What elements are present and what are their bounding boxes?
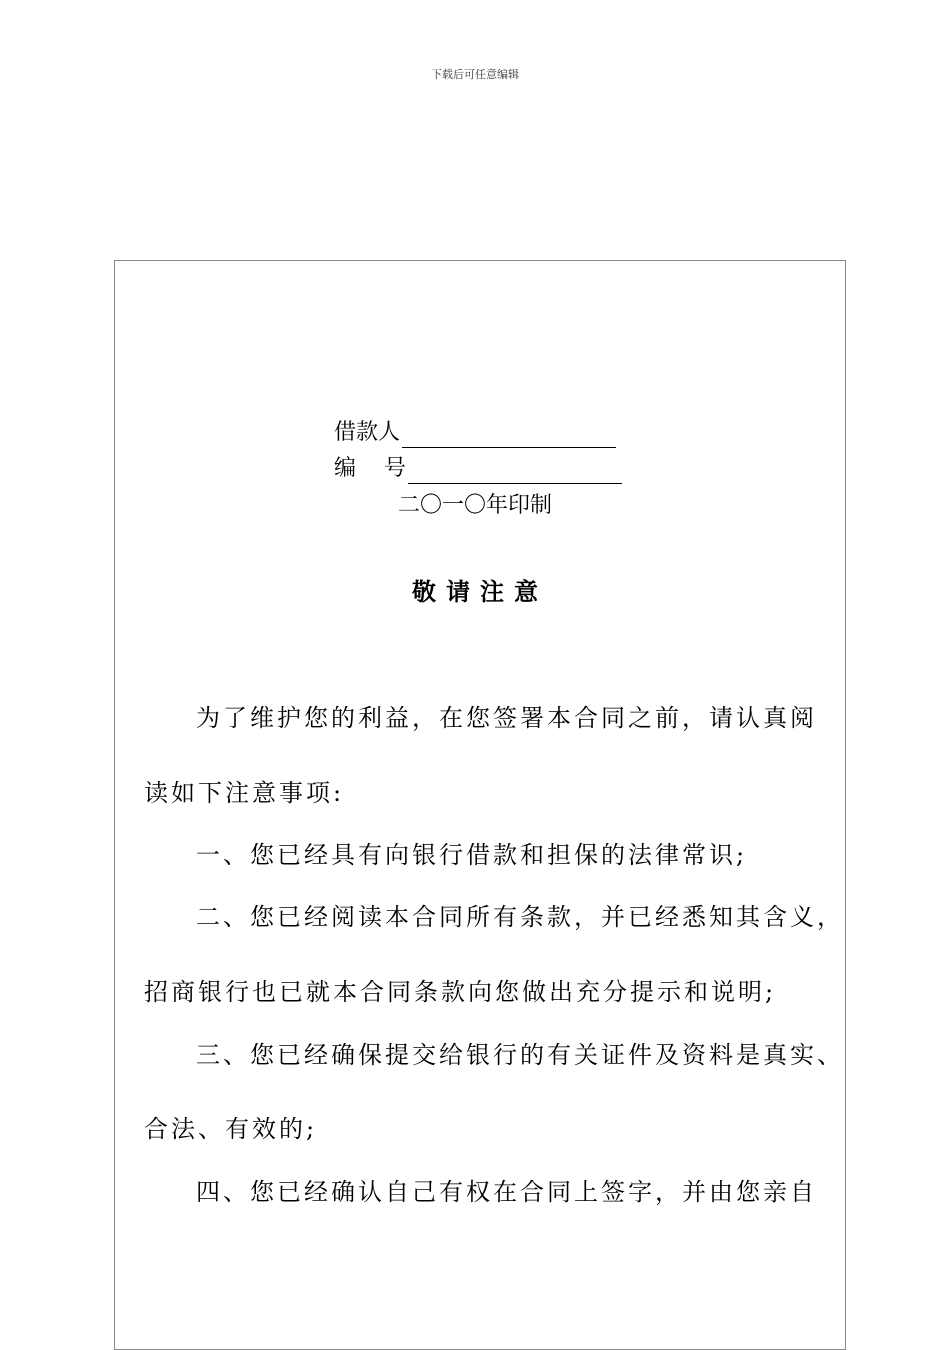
notice-line-4: 二、您已经阅读本合同所有条款，并已经悉知其含义， bbox=[196, 903, 844, 931]
notice-line-3: 一、您已经具有向银行借款和担保的法律常识; bbox=[196, 841, 748, 869]
notice-line-2: 读如下注意事项: bbox=[144, 779, 345, 807]
notice-line-6: 三、您已经确保提交给银行的有关证件及资料是真实、 bbox=[196, 1041, 844, 1069]
notice-line-5: 招商银行也已就本合同条款向您做出充分提示和说明; bbox=[144, 978, 777, 1006]
print-year: 二〇一〇年印制 bbox=[397, 493, 552, 518]
borrower-label: 借款人 bbox=[334, 420, 401, 445]
borrower-field bbox=[334, 418, 616, 448]
number-label: 编 号 bbox=[334, 456, 406, 481]
notice-line-7: 合法、有效的; bbox=[144, 1115, 318, 1143]
notice-line-8: 四、您已经确认自己有权在合同上签字，并由您亲自 bbox=[196, 1178, 817, 1206]
download-note: 下载后可任意编辑 bbox=[431, 68, 519, 81]
notice-line-1: 为了维护您的利益，在您签署本合同之前，请认真阅 bbox=[196, 704, 817, 732]
number-blank-line bbox=[408, 459, 622, 484]
notice-title: 敬请注意 bbox=[412, 578, 548, 606]
number-field bbox=[334, 454, 622, 484]
borrower-blank-line bbox=[402, 423, 616, 448]
